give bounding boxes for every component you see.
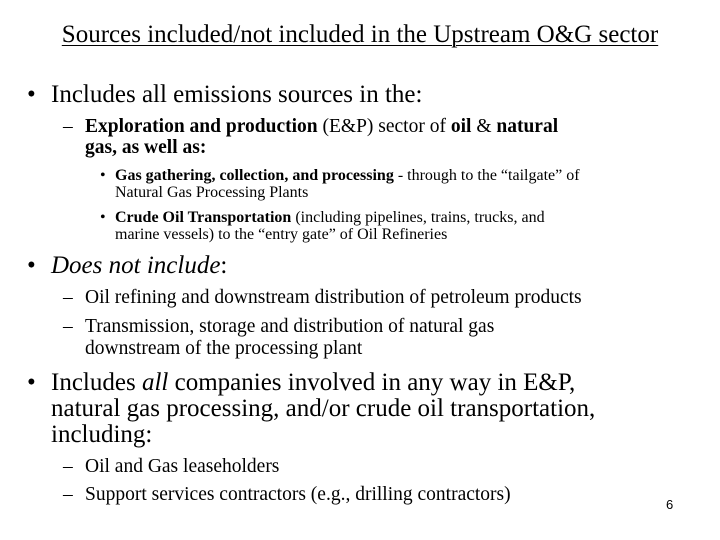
does-not-include-italic: Does not include — [51, 252, 221, 279]
ep-bold-1: Exploration and production — [85, 116, 318, 137]
subbullet-ep-line1 — [85, 116, 558, 137]
dash-icon: – — [63, 484, 73, 505]
bullet-dot-icon: • — [100, 209, 106, 226]
bullet-dot-icon: • — [27, 252, 36, 279]
dash-icon: – — [63, 316, 73, 337]
crude-line2: marine vessels) to the “entry gate” of Oil Refineries — [115, 226, 448, 243]
bullet-line1 — [51, 370, 575, 396]
page-number: 6 — [666, 497, 674, 512]
ep-bold-2: oil — [450, 116, 472, 137]
companies-pre: Includes — [51, 369, 142, 396]
bullet-text: Includes all emissions sources in the: — [51, 81, 423, 108]
dash-icon: – — [63, 116, 73, 137]
ep-normal-1: (E&P) sector of — [317, 116, 451, 137]
bullet-line3: including: — [51, 421, 153, 448]
ep-normal-2: & — [471, 116, 497, 137]
ep-bold-3: natural — [496, 116, 559, 137]
gathering-line2: Natural Gas Processing Plants — [115, 184, 309, 201]
subbullet-text: Support services contractors (e.g., drilling contractors) — [85, 484, 511, 505]
bullet-line2: natural gas processing, and/or crude oil transportation, — [51, 395, 596, 422]
subbullet-line1: Transmission, storage and distribution of natural gas — [85, 316, 495, 337]
dash-icon: – — [63, 287, 73, 308]
bullet-dot-icon: • — [27, 81, 36, 108]
crude-line1 — [115, 209, 545, 226]
gathering-normal: - through to the “tailgate” of — [393, 167, 580, 184]
gathering-line1 — [115, 167, 580, 184]
companies-italic: all — [141, 369, 169, 396]
subbullet-text: Oil refining and downstream distribution of petroleum products — [85, 287, 582, 308]
crude-bold: Crude Oil Transportation — [115, 209, 292, 226]
crude-normal: (including pipelines, trains, trucks, and — [291, 209, 545, 226]
subbullet-line2: downstream of the processing plant — [85, 338, 363, 359]
bullet-dot-icon: • — [27, 369, 36, 396]
companies-post: companies involved in any way in E&P, — [168, 369, 576, 396]
gathering-bold: Gas gathering, collection, and processing — [115, 167, 394, 184]
subbullet-text: Oil and Gas leaseholders — [85, 456, 280, 477]
colon: : — [220, 252, 228, 279]
dash-icon: – — [63, 456, 73, 477]
bullet-text — [51, 253, 227, 279]
slide-title: Sources included/not included in the Upstream O&G sector — [61, 21, 659, 48]
bullet-dot-icon: • — [100, 167, 106, 184]
subbullet-ep-line2: gas, as well as: — [85, 137, 207, 158]
